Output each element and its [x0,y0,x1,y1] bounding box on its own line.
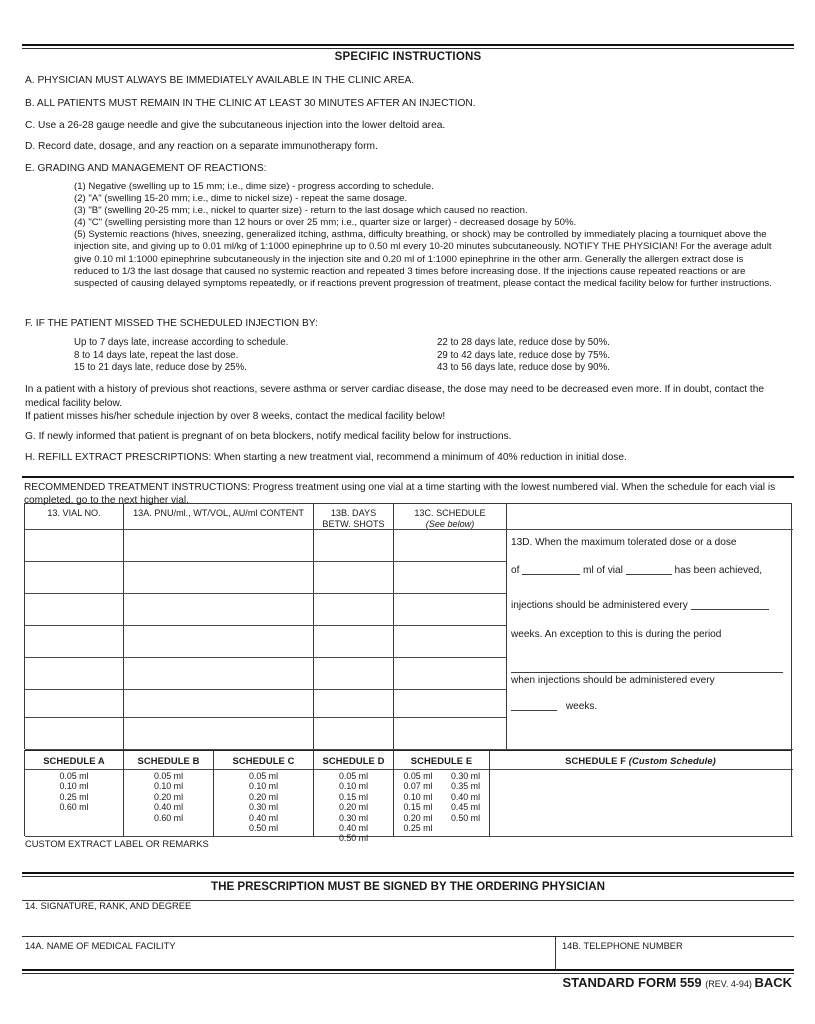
schedule-header-e: SCHEDULE E [410,755,473,766]
d13-line-6: when injections should be administered every [511,675,715,686]
prescription-title: THE PRESCRIPTION MUST BE SIGNED BY THE ORDERING PHYSICIAN [210,880,606,893]
d13-line-7: weeks. [511,700,789,713]
schedule-header-sep [25,769,793,770]
dose-value: 0.25 ml [403,823,433,834]
dose-value: 0.20 ml [403,812,433,823]
d13-period-blank[interactable] [511,672,783,673]
missed-left-item: Up to 7 days late, increase according to schedule. [74,337,289,348]
vial-row-sep [25,593,506,594]
vial-col-sep-3 [393,504,394,750]
facility-top-rule [22,936,794,937]
reaction-grade-item: (3) "B" (swelling 20-25 mm; i.e., nickel to quarter size) - return to the last dosage which caused no reaction. [74,205,528,217]
dose-value: 0.30 ml [338,812,369,823]
missed-right-item: 29 to 42 days late, reduce dose by 75%. [437,349,610,361]
vial-header-schedule: 13C. SCHEDULE (See below) [414,508,486,529]
vial-header-days: 13B. DAYS BETW. SHOTS [322,508,385,529]
caution-note-1: In a patient with a history of previous shot reactions, severe asthma or server cardiac disease, the dose may need to be decreased even more. If in doubt, contact the medical facility below. [25,384,764,409]
instruction-a: A. PHYSICIAN MUST ALWAYS BE IMMEDIATELY AVAILABLE IN THE CLINIC AREA. [25,75,415,86]
dose-value: 0.05 ml [153,771,184,781]
dose-value: 0.35 ml [450,781,481,792]
schedule-col-e1 [394,771,442,833]
schedule-bottom-sep [25,836,793,837]
facility-col-sep [555,937,556,970]
instruction-h: H. REFILL EXTRACT PRESCRIPTIONS: When starting a new treatment vial, recommend a minimum of 40% reduction in initial dose. [25,452,627,463]
reaction-grade-item: (4) "C" (swelling persisting more than 12 hours or over 25 mm; i.e., quarter size or larger) - decreased dosage by 50%. [74,217,577,229]
dose-value: 0.20 ml [248,791,279,802]
form-page [22,0,794,1024]
dose-value: 0.05 ml [338,771,369,781]
missed-right-item: 22 to 28 days late, reduce dose by 50%. [437,337,610,348]
instruction-g: G. If newly informed that patient is pregnant of on beta blockers, notify medical facility below for instructions. [25,431,512,442]
vial-row-sep [25,689,506,690]
schedule-header-f: SCHEDULE F (Custom Schedule) [565,755,716,766]
dose-value: 0.40 ml [450,791,481,802]
missed-right-item: 43 to 56 days late, reduce dose by 90%. [437,362,610,374]
vial-col-sep-4 [506,504,507,750]
schedule-col-e2 [442,771,489,823]
d13-weeks-blank-1[interactable] [691,609,769,610]
d13-line-4: weeks. An exception to this is during the period [511,629,722,640]
instruction-f-title: F. IF THE PATIENT MISSED THE SCHEDULED INJECTION BY: [25,318,318,329]
dose-value: 0.60 ml [153,812,184,823]
field-14b-label: 14B. TELEPHONE NUMBER [562,941,683,951]
top-divider [22,44,794,49]
d13-weeks-blank-2[interactable] [511,710,557,711]
d13-line-1: 13D. When the maximum tolerated dose or a dose [511,537,737,548]
vial-col-sep-2 [313,504,314,750]
schedule-header-d: SCHEDULE D [322,755,385,766]
schedule-header-c: SCHEDULE C [232,755,295,766]
dose-value: 0.20 ml [338,802,369,813]
custom-extract-label: CUSTOM EXTRACT LABEL OR REMARKS [25,838,209,849]
dose-value: 0.10 ml [153,781,184,792]
missed-left-item: 8 to 14 days late, repeat the last dose. [74,349,239,361]
page-title: SPECIFIC INSTRUCTIONS [334,51,482,63]
dose-value: 0.15 ml [403,802,433,813]
schedule-col-a [25,771,123,813]
recommended-divider [22,476,794,478]
dose-value: 0.07 ml [403,781,433,792]
field-14-label: 14. SIGNATURE, RANK, AND DEGREE [25,901,192,911]
dose-value: 0.05 ml [248,771,279,781]
dose-value: 0.05 ml [59,771,89,781]
vial-col-sep-1 [123,504,124,750]
d13-vial-blank[interactable] [626,574,672,575]
schedule-col-d [314,771,393,844]
instruction-c: C. Use a 26-28 gauge needle and give the subcutaneous injection into the lower deltoid area. [25,120,446,131]
dose-value: 0.60 ml [59,802,89,813]
dose-value: 0.05 ml [403,771,433,781]
form-identifier: STANDARD FORM 559 (REV. 4-94) BACK [562,975,792,990]
dose-value: 0.20 ml [153,791,184,802]
instruction-b: B. ALL PATIENTS MUST REMAIN IN THE CLINIC AT LEAST 30 MINUTES AFTER AN INJECTION. [25,98,476,109]
dose-value: 0.40 ml [248,812,279,823]
vial-table-right-edge [791,504,792,750]
schedule-col-b [124,771,213,823]
dose-value: 0.10 ml [338,781,369,792]
field-14a-label: 14A. NAME OF MEDICAL FACILITY [25,941,176,951]
schedule-table-right-edge [791,751,792,837]
prescription-divider [22,872,794,877]
systemic-reaction-text: (5) Systemic reactions (hives, sneezing, generalized itching, asthma, difficulty breathing, or shock) may be controlled by immediately placing a tourniquet above the injection site, and giving up to 0.01 ml/kg of 1:1000 epinephrine up to 0.50 ml every 10-20 minutes subcutaneously. NOTIFY THE PHYSICIAN! For the average adult give 0.10 ml 1:1000 epinephrine subcutaneously in the injection site and 0.20 ml of 1:1000 epinephrine in the other arm. Generally the allergen extract dose is reduced to 1/3 the last dosage that caused no systemic reaction and repeated 3 times before increasing dose. If the injections cause repeated reactions or are suspected of causing delayed symptoms repeatedly, or if reactions prevent progression of treatment, please contact the medical facility below for further instructions. [74,229,772,289]
footer-divider [22,969,794,974]
vial-header-vial-no: 13. VIAL NO. [47,508,101,518]
d13-line-2: of ml of vial has been achieved, [511,565,763,576]
dose-value: 0.10 ml [248,781,279,792]
dose-value: 0.30 ml [248,802,279,813]
dose-value: 0.15 ml [338,791,369,802]
instruction-d: D. Record date, dosage, and any reaction on a separate immunotherapy form. [25,141,378,152]
d13-ml-blank[interactable] [522,574,580,575]
vial-row-sep [25,561,506,562]
vial-table [24,503,792,749]
caution-note-2: If patient misses his/her schedule injection by over 8 weeks, contact the medical facility below! [25,411,446,422]
dose-value: 0.10 ml [403,791,433,802]
missed-left-item: 15 to 21 days late, reduce dose by 25%. [74,362,247,374]
reaction-grade-item: (2) "A" (swelling 15-20 mm; i.e., dime to nickel size) - repeat the same dosage. [74,193,408,205]
vial-row-sep [25,625,506,626]
dose-value: 0.10 ml [59,781,89,792]
dose-value: 0.40 ml [153,802,184,813]
dose-value: 0.50 ml [338,833,369,844]
dose-value: 0.50 ml [248,823,279,834]
schedule-header-b: SCHEDULE B [137,755,200,766]
dose-value: 0.30 ml [450,771,481,781]
recommended-treatment-text: RECOMMENDED TREATMENT INSTRUCTIONS: Progress treatment using one vial at a time starting with the lowest numbered vial. When the schedule for each vial is completed, go to the next higher vial. [24,482,776,507]
vial-row-sep [25,717,506,718]
dose-value: 0.40 ml [338,823,369,834]
schedule-header-a: SCHEDULE A [43,755,105,766]
dose-value: 0.45 ml [450,802,481,813]
vial-header-content: 13A. PNU/ml., WT/VOL, AU/ml CONTENT [133,508,304,518]
instruction-e-title: E. GRADING AND MANAGEMENT OF REACTIONS: [25,163,267,174]
vial-row-sep [25,657,506,658]
reaction-grade-item: (1) Negative (swelling up to 15 mm; i.e., dime size) - progress according to schedule. [74,181,434,192]
reaction-grade-list [74,181,774,290]
dose-value: 0.50 ml [450,812,481,823]
schedule-col-c [214,771,313,833]
dose-value: 0.25 ml [59,791,89,802]
d13-line-3: injections should be administered every [511,599,789,612]
